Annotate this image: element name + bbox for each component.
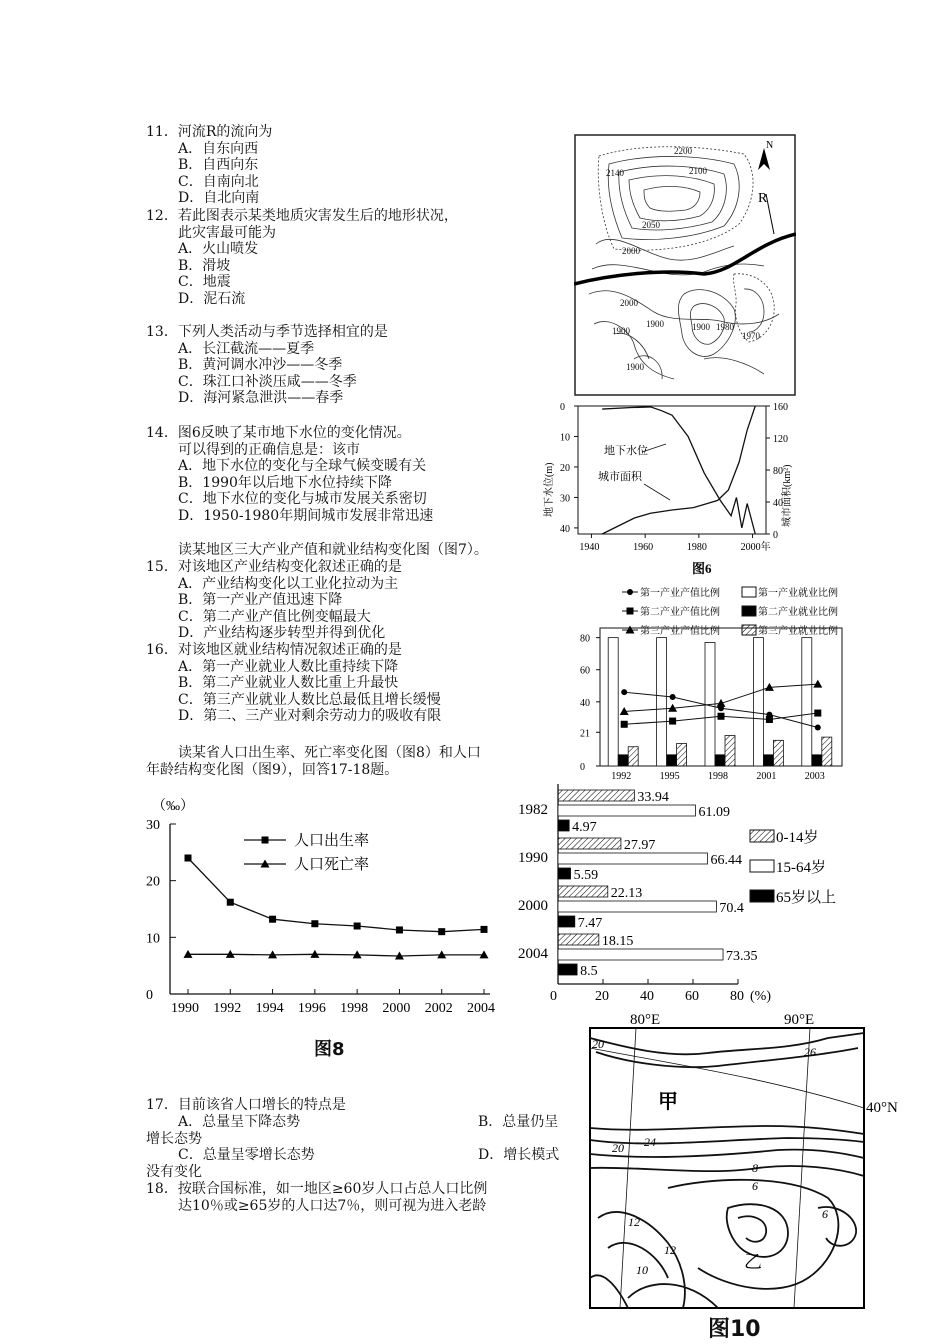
bar-value-label: 61.09 bbox=[698, 805, 730, 820]
figure-caption: 图6 bbox=[692, 561, 712, 576]
series-point bbox=[354, 923, 361, 930]
y-tick-label: 0 bbox=[146, 988, 153, 1003]
option: D．海河紧急泄洪——春季 bbox=[178, 390, 344, 407]
fig8-chart bbox=[140, 790, 520, 1020]
x-tick-label: 1990 bbox=[171, 1001, 199, 1016]
y-tick-label-left: 30 bbox=[560, 493, 570, 505]
y-tick-label-right: 0 bbox=[773, 530, 778, 541]
isoline-label: 24 bbox=[644, 1135, 656, 1149]
latitude-label: 40°N bbox=[866, 1100, 898, 1116]
question-14 bbox=[146, 425, 433, 525]
line-point bbox=[670, 694, 676, 700]
y-tick-label: 80 bbox=[580, 633, 590, 645]
option: B．第二产业就业人数比重上升最快 bbox=[178, 675, 399, 692]
question-12 bbox=[146, 208, 458, 308]
series-point bbox=[269, 916, 276, 923]
bar-15-64 bbox=[558, 949, 723, 960]
question-stem-cont: 可以得到的正确信息是：该市 bbox=[178, 441, 360, 458]
isoline-label: 10 bbox=[636, 1263, 648, 1277]
bar-0-14 bbox=[558, 838, 621, 849]
option: B．自西向东 bbox=[178, 157, 259, 174]
option: D．增长模式 bbox=[478, 1147, 560, 1163]
option: D．1950-1980年期间城市发展非常迅速 bbox=[178, 507, 434, 524]
contour-label: 1900 bbox=[626, 362, 644, 372]
x-tick-label: 2000年 bbox=[740, 542, 771, 553]
bar-15-64 bbox=[558, 901, 716, 912]
bar-65plus bbox=[558, 868, 571, 879]
y-tick-label-right: 160 bbox=[773, 402, 788, 413]
question-stem-cont: 此灾害最可能为 bbox=[178, 224, 276, 241]
x-tick-label: 2000 bbox=[382, 1001, 411, 1016]
question-18-stem-cont: 达10％或≥65岁的人口达7％，则可视为进入老龄 bbox=[178, 1198, 487, 1214]
isoline-label: 8 bbox=[752, 1161, 758, 1175]
bar-tertiary-employment bbox=[677, 744, 687, 766]
legend-label: 第二产业产值比例 bbox=[640, 607, 720, 618]
legend-label: 人口死亡率 bbox=[294, 857, 370, 873]
isoline-label: 6 bbox=[752, 1179, 758, 1193]
x-tick-label: 1994 bbox=[255, 1001, 284, 1016]
x-tick-label: 1998 bbox=[708, 771, 728, 782]
bar-secondary-employment bbox=[812, 755, 822, 766]
legend-swatch bbox=[750, 830, 774, 842]
y-tick-label: 40 bbox=[580, 697, 590, 709]
line-point bbox=[813, 680, 822, 688]
isoline-label: 26 bbox=[804, 1045, 816, 1059]
option: D．第二、三产业对剩余劳动力的吸收有限 bbox=[178, 708, 442, 725]
series-point bbox=[227, 899, 234, 906]
option: C．地下水位的变化与城市发展关系密切 bbox=[178, 491, 427, 508]
bar-15-64 bbox=[558, 853, 707, 864]
y-tick-label: 10 bbox=[146, 931, 160, 947]
legend-label: 第二产业就业比例 bbox=[758, 607, 838, 618]
question-18-stem: 18．按联合国标准，如一地区≥60岁人口占总人口比例 bbox=[146, 1181, 488, 1197]
question-15 bbox=[146, 559, 402, 642]
legend-swatch bbox=[750, 890, 774, 902]
isoline-label: 12 bbox=[628, 1215, 640, 1229]
x-tick-label: 2004 bbox=[467, 1001, 495, 1016]
north-label: N bbox=[766, 140, 774, 151]
bar-secondary-employment bbox=[715, 755, 725, 766]
series-point bbox=[438, 928, 445, 935]
option: A．长江截流——夏季 bbox=[178, 340, 315, 357]
contour-label: 2050 bbox=[642, 220, 660, 230]
bar-tertiary-employment bbox=[628, 747, 638, 766]
isoline-label: 20 bbox=[612, 1141, 624, 1155]
bar-value-label: 66.44 bbox=[710, 853, 742, 868]
contour-label: 2000 bbox=[622, 246, 640, 256]
river-label: R bbox=[758, 191, 768, 206]
city-area-line bbox=[602, 406, 755, 534]
x-tick-label: 80 bbox=[730, 989, 744, 1004]
bar-value-label: 70.4 bbox=[719, 901, 744, 916]
option: D．自北向南 bbox=[178, 190, 260, 207]
isoline-label: 20 bbox=[592, 1037, 604, 1051]
fig10-map bbox=[588, 1008, 918, 1312]
bar-0-14 bbox=[558, 934, 599, 945]
legend-swatch bbox=[742, 606, 756, 616]
plot-frame bbox=[578, 406, 766, 534]
contour-label: 1900 bbox=[612, 326, 630, 336]
legend-label: 0-14岁 bbox=[776, 830, 819, 846]
series-label-city-area: 城市面积 bbox=[598, 471, 642, 483]
bar-value-label: 22.13 bbox=[610, 886, 643, 901]
line-point bbox=[669, 718, 676, 725]
contour-label: 2200 bbox=[674, 146, 692, 156]
contour-label: 2100 bbox=[689, 166, 707, 176]
legend-label: 第三产业产值比例 bbox=[640, 626, 720, 637]
option: D．产业结构逐步转型并得到优化 bbox=[178, 625, 386, 642]
isoline-label: 12 bbox=[664, 1243, 676, 1257]
bar-secondary-employment bbox=[667, 755, 677, 766]
bar-15-64 bbox=[558, 805, 695, 816]
bar-tertiary-employment bbox=[822, 737, 832, 766]
bar-primary-employment bbox=[802, 638, 812, 766]
line-point bbox=[815, 724, 821, 730]
question-stem: 15．对该地区产业结构变化叙述正确的是 bbox=[146, 559, 402, 575]
figure-caption: 图10 bbox=[708, 1317, 761, 1342]
x-tick-label: 1940 bbox=[579, 542, 600, 553]
option: B．第一产业产值迅速下降 bbox=[178, 592, 343, 609]
line-point bbox=[621, 721, 628, 728]
contour-label: 2000 bbox=[620, 298, 638, 308]
y-tick-label-left: 20 bbox=[560, 462, 570, 474]
option: B．总量仍呈 bbox=[478, 1114, 559, 1130]
legend-label: 15-64岁 bbox=[776, 860, 826, 876]
y-axis-label-left: 地下水位(m) bbox=[544, 462, 555, 517]
bar-value-label: 73.35 bbox=[726, 949, 758, 964]
option: A．总量呈下降态势 bbox=[178, 1114, 301, 1130]
category-label: 1982 bbox=[518, 802, 548, 818]
option: A．火山喷发 bbox=[178, 241, 259, 258]
x-tick-label: 1992 bbox=[611, 771, 632, 782]
bar-secondary-employment bbox=[618, 755, 628, 766]
series-point bbox=[481, 926, 488, 933]
question-stem: 16．对该地区就业结构情况叙述正确的是 bbox=[146, 642, 402, 658]
fig7-chart bbox=[570, 584, 860, 784]
x-tick-label: 1995 bbox=[659, 771, 680, 782]
y-unit-label: （‰） bbox=[152, 799, 194, 814]
bar-tertiary-employment bbox=[773, 740, 783, 766]
option: A．地下水位的变化与全球气候变暖有关 bbox=[178, 458, 427, 475]
bar-primary-employment bbox=[608, 638, 618, 766]
line-point bbox=[766, 716, 773, 723]
line-point bbox=[717, 699, 726, 707]
bar-value-label: 7.47 bbox=[577, 916, 603, 931]
bar-65plus bbox=[558, 964, 577, 975]
y-tick-label-left: 0 bbox=[560, 402, 565, 413]
question-17-stem: 17．目前该省人口增长的特点是 bbox=[146, 1097, 346, 1113]
question-stem: 14．图6反映了某市地下水位的变化情况。 bbox=[146, 425, 411, 441]
x-tick-label: 40 bbox=[640, 989, 654, 1004]
x-tick-label: 2002 bbox=[424, 1001, 453, 1016]
longitude-label: 90°E bbox=[784, 1012, 815, 1028]
line-point bbox=[718, 713, 725, 720]
legend-marker bbox=[262, 837, 269, 844]
bar-primary-employment bbox=[657, 638, 667, 766]
x-tick-label: 1960 bbox=[633, 542, 654, 553]
legend-label: 第三产业就业比例 bbox=[758, 626, 838, 637]
option-cont: 没有变化 bbox=[146, 1164, 202, 1180]
y-tick-label-right: 120 bbox=[773, 434, 788, 445]
legend-swatch bbox=[750, 860, 774, 872]
legend-marker bbox=[627, 608, 634, 615]
isoline-label: 6 bbox=[822, 1207, 828, 1221]
bar-primary-employment bbox=[753, 638, 763, 766]
question-13 bbox=[146, 324, 388, 407]
y-tick-label: 0 bbox=[580, 762, 585, 773]
series-point bbox=[396, 926, 403, 933]
category-label: 1990 bbox=[518, 850, 548, 866]
option-cont: 增长态势 bbox=[146, 1131, 202, 1147]
option: A．自东向西 bbox=[178, 140, 259, 157]
intro-fig8-line1: 读某省人口出生率、死亡率变化图（图8）和人口 bbox=[178, 745, 481, 761]
bar-value-label: 27.97 bbox=[623, 838, 656, 853]
x-tick-label: 1998 bbox=[340, 1001, 369, 1016]
bar-value-label: 18.15 bbox=[601, 934, 634, 949]
line-point bbox=[621, 689, 627, 695]
region-label-jia: 甲 bbox=[658, 1091, 678, 1113]
x-unit-label: (%) bbox=[750, 989, 771, 1004]
bar-0-14 bbox=[558, 790, 634, 801]
intro-fig7: 读某地区三大产业产值和就业结构变化图（图7）。 bbox=[178, 542, 488, 558]
x-tick-label: 20 bbox=[595, 989, 609, 1004]
legend-label: 65岁以上 bbox=[776, 890, 837, 906]
north-arrow-icon bbox=[758, 148, 770, 170]
contour-label: 1970 bbox=[742, 331, 760, 341]
y-tick-label: 20 bbox=[146, 874, 160, 890]
y-axis-label-right: 城市面积(km²) bbox=[782, 464, 793, 527]
longitude-label: 80°E bbox=[630, 1012, 661, 1028]
fig6-chart bbox=[540, 392, 800, 578]
option: B．1990年以后地下水位持续下降 bbox=[178, 474, 392, 491]
x-tick-label: 2003 bbox=[804, 771, 825, 782]
y-tick-label: 60 bbox=[580, 665, 590, 677]
bar-value-label: 5.59 bbox=[573, 868, 599, 883]
option: C．第二产业产值比例变幅最大 bbox=[178, 608, 371, 625]
contour-label: 1980 bbox=[716, 322, 734, 332]
bar-secondary-employment bbox=[763, 755, 773, 766]
series-point bbox=[185, 855, 192, 862]
option: C．第三产业就业人数比总最低且增长缓慢 bbox=[178, 691, 441, 708]
legend-swatch bbox=[742, 587, 756, 597]
region-label-yi: 乙 bbox=[744, 1252, 762, 1272]
y-tick-label-left: 40 bbox=[560, 523, 570, 535]
y-tick-label-left: 10 bbox=[560, 432, 570, 444]
x-tick-label: 0 bbox=[550, 989, 557, 1004]
question-stem: 11．河流R的流向为 bbox=[146, 124, 273, 140]
legend-label: 第一产业就业比例 bbox=[758, 588, 838, 599]
option: A．第一产业就业人数比重持续下降 bbox=[178, 658, 399, 675]
option: B．黄河调水冲沙——冬季 bbox=[178, 357, 343, 374]
contour-label: 1900 bbox=[692, 322, 710, 332]
question-stem: 12．若此图表示某类地质灾害发生后的地形状况， bbox=[146, 208, 458, 224]
legend-label: 第一产业产值比例 bbox=[640, 588, 720, 599]
option: C．珠江口补淡压咸——冬季 bbox=[178, 373, 357, 390]
bar-65plus bbox=[558, 820, 569, 831]
option: A．产业结构变化以工业化拉动为主 bbox=[178, 575, 399, 592]
question-stem: 13．下列人类活动与季节选择相宜的是 bbox=[146, 324, 388, 340]
fig9-chart bbox=[510, 780, 890, 1010]
y-tick-label: 30 bbox=[146, 818, 160, 833]
option: D．泥石流 bbox=[178, 290, 246, 307]
legend-swatch bbox=[742, 625, 756, 635]
line-point bbox=[814, 710, 821, 717]
x-tick-label: 2001 bbox=[756, 771, 777, 782]
bar-tertiary-employment bbox=[725, 736, 735, 766]
question-16 bbox=[146, 642, 441, 725]
option: B．滑坡 bbox=[178, 257, 231, 274]
question-11 bbox=[146, 124, 272, 207]
x-tick-label: 60 bbox=[685, 989, 699, 1004]
y-tick-label: 21 bbox=[580, 728, 590, 740]
bar-value-label: 8.5 bbox=[580, 964, 598, 979]
contour-label: 1900 bbox=[646, 319, 664, 329]
x-tick-label: 1980 bbox=[686, 542, 707, 553]
option: C．自南向北 bbox=[178, 173, 259, 190]
legend-label: 人口出生率 bbox=[294, 833, 370, 849]
x-tick-label: 1992 bbox=[213, 1001, 242, 1016]
category-label: 2004 bbox=[518, 946, 548, 962]
category-label: 2000 bbox=[518, 898, 548, 914]
series-label-groundwater: 地下水位 bbox=[604, 445, 648, 457]
x-tick-label: 1996 bbox=[297, 1001, 326, 1016]
y-tick-label-right: 40 bbox=[773, 498, 783, 509]
series-point bbox=[311, 920, 318, 927]
contour-label: 2140 bbox=[606, 168, 624, 178]
y-tick-label-right: 80 bbox=[773, 466, 783, 477]
option: C．总量呈零增长态势 bbox=[178, 1147, 315, 1163]
legend-marker bbox=[627, 589, 633, 595]
option: C．地震 bbox=[178, 274, 231, 291]
topo-map bbox=[574, 134, 796, 396]
bar-0-14 bbox=[558, 886, 608, 897]
bar-value-label: 33.94 bbox=[637, 790, 669, 805]
bar-65plus bbox=[558, 916, 575, 927]
bar-value-label: 4.97 bbox=[572, 820, 597, 835]
figure-caption: 图8 bbox=[314, 1039, 345, 1060]
intro-fig8-line2: 年龄结构变化图（图9），回答17-18题。 bbox=[146, 762, 399, 778]
